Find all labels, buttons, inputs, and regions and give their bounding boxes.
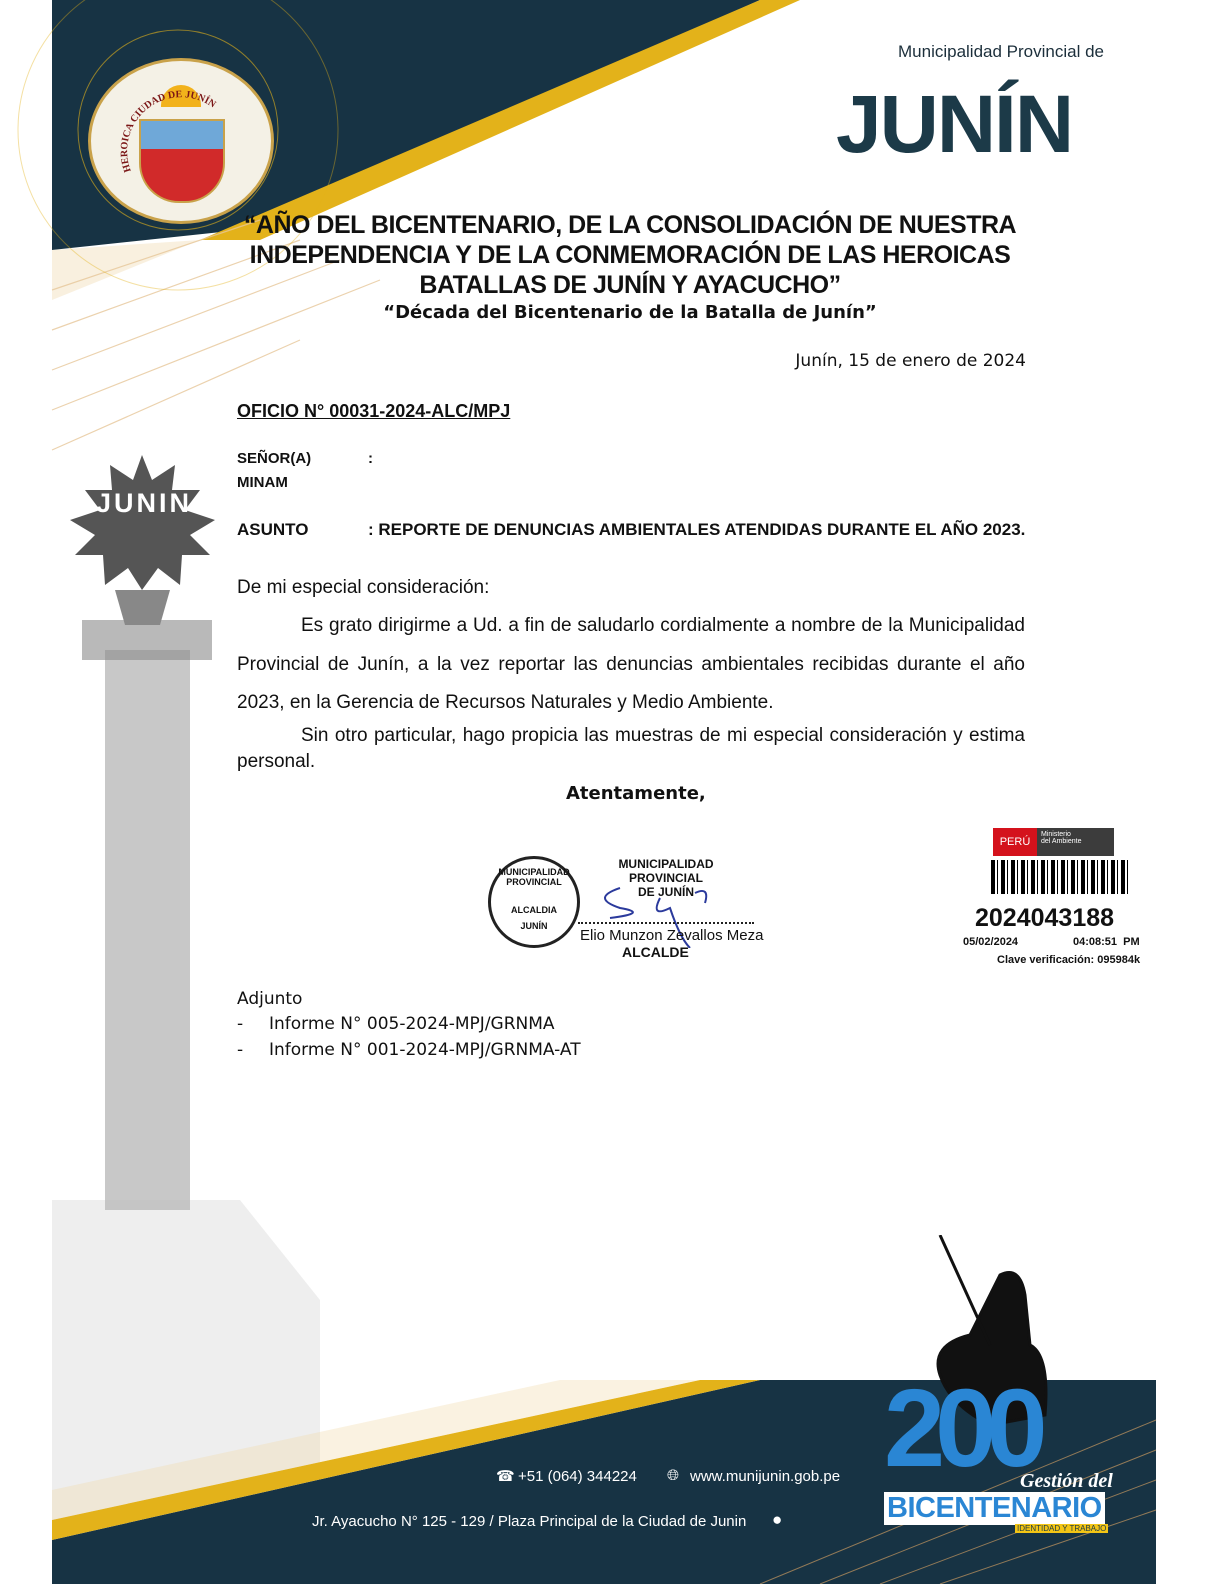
crest-text: HEROICA CIUDAD DE JUNÍN (119, 89, 218, 174)
globe-icon: 🌐︎ (667, 1467, 680, 1484)
seal-outer-text: MUNICIPALIDAD PROVINCIAL (498, 867, 570, 887)
badge-title: BICENTENARIO (884, 1492, 1105, 1525)
recipient-label: SEÑOR(A) (237, 450, 312, 467)
badge-subtitle: IDENTIDAD Y TRABAJO (1017, 1524, 1107, 1533)
document-date: Junín, 15 de enero de 2024 (795, 351, 1026, 371)
location-pin-icon: ● (772, 1510, 783, 1529)
paragraph-1: Es grato dirigirme a Ud. a fin de saludarlo cordialmente a nombre de la Municipalidad Provincial de Junín, a la vez reportar las denuncias ambientales recibidas durante el año 2023, en la Gerencia de Recursos Naturales y Medio Ambiente. (237, 615, 1025, 713)
subject-text: : REPORTE DE DENUNCIAS AMBIENTALES ATENDIDAS DURANTE EL AÑO 2023. (368, 520, 1026, 539)
signature-org-line2: DE JUNÍN (637, 885, 694, 899)
verification-key: Clave verificación: 095984k (997, 954, 1141, 966)
greeting: De mi especial consideración: (237, 577, 490, 598)
paragraph-2: Sin otro particular, hago propicia las muestras de mi especial consideración y estima personal. (237, 725, 1025, 772)
seal-center-text: ALCALDIA (511, 905, 557, 915)
year-motto: “AÑO DEL BICENTENARIO, DE LA CONSOLIDACIÓN DE NUESTRA INDEPENDENCIA Y DE LA CONMEMORACIÓN DE LAS HEROICAS BATALLAS DE JUNÍN Y AYACUCHO” (243, 211, 1017, 299)
attachment-bullet: - (237, 1040, 244, 1060)
attachment-bullet: - (237, 1014, 244, 1034)
recipient-colon: : (368, 450, 373, 467)
oficio-number: OFICIO N° 00031-2024-ALC/MPJ (237, 401, 511, 421)
svg-text:HEROICA CIUDAD DE JUNÍN (119, 89, 218, 173)
registration-number: 2024043188 (975, 904, 1115, 932)
ministry-line2: del Ambiente (1041, 838, 1082, 845)
barcode (991, 860, 1131, 894)
ministry-line1: Ministerio (1041, 831, 1071, 838)
signature-org-line1: MUNICIPALIDAD PROVINCIAL (618, 857, 714, 885)
alcaldia-seal (488, 856, 580, 948)
badge-script: Gestión del (1020, 1470, 1113, 1492)
attachments-label: Adjunto (237, 989, 303, 1009)
subject-label: ASUNTO (237, 520, 309, 539)
signature-line (578, 922, 754, 924)
signer-name: Elio Munzon Zevallos Meza (580, 927, 764, 944)
recipient-name: MINAM (237, 474, 288, 491)
municipality-name: JUNÍN (836, 79, 1073, 170)
footer-website[interactable]: www.munijunin.gob.pe (690, 1468, 841, 1485)
reception-time: 04:08:51 PM (1073, 936, 1140, 948)
signer-title: ALCALDE (622, 944, 689, 960)
seal-bottom-text: JUNÍN (520, 921, 548, 931)
ministry-logo (993, 828, 1114, 856)
closing: Atentamente, (566, 783, 706, 804)
phone-icon: ☎ (496, 1468, 515, 1485)
municipality-label: Municipalidad Provincial de (898, 42, 1105, 61)
crest-arc-text (91, 61, 271, 221)
monument-label: JUNIN (96, 488, 193, 518)
badge-number: 200 (884, 1367, 1038, 1490)
attachment-item: Informe N° 005-2024-MPJ/GRNMA (269, 1014, 555, 1034)
city-crest-logo (88, 58, 274, 224)
footer-address: Jr. Ayacucho N° 125 - 129 / Plaza Principal de la Ciudad de Junin (312, 1513, 747, 1530)
reception-date: 05/02/2024 (963, 936, 1019, 948)
decade-motto: “Década del Bicentenario de la Batalla de Junín” (383, 302, 877, 323)
attachment-item: Informe N° 001-2024-MPJ/GRNMA-AT (269, 1040, 581, 1060)
peru-label: PERÚ (993, 828, 1037, 856)
footer-phone: +51 (064) 344224 (518, 1468, 637, 1485)
